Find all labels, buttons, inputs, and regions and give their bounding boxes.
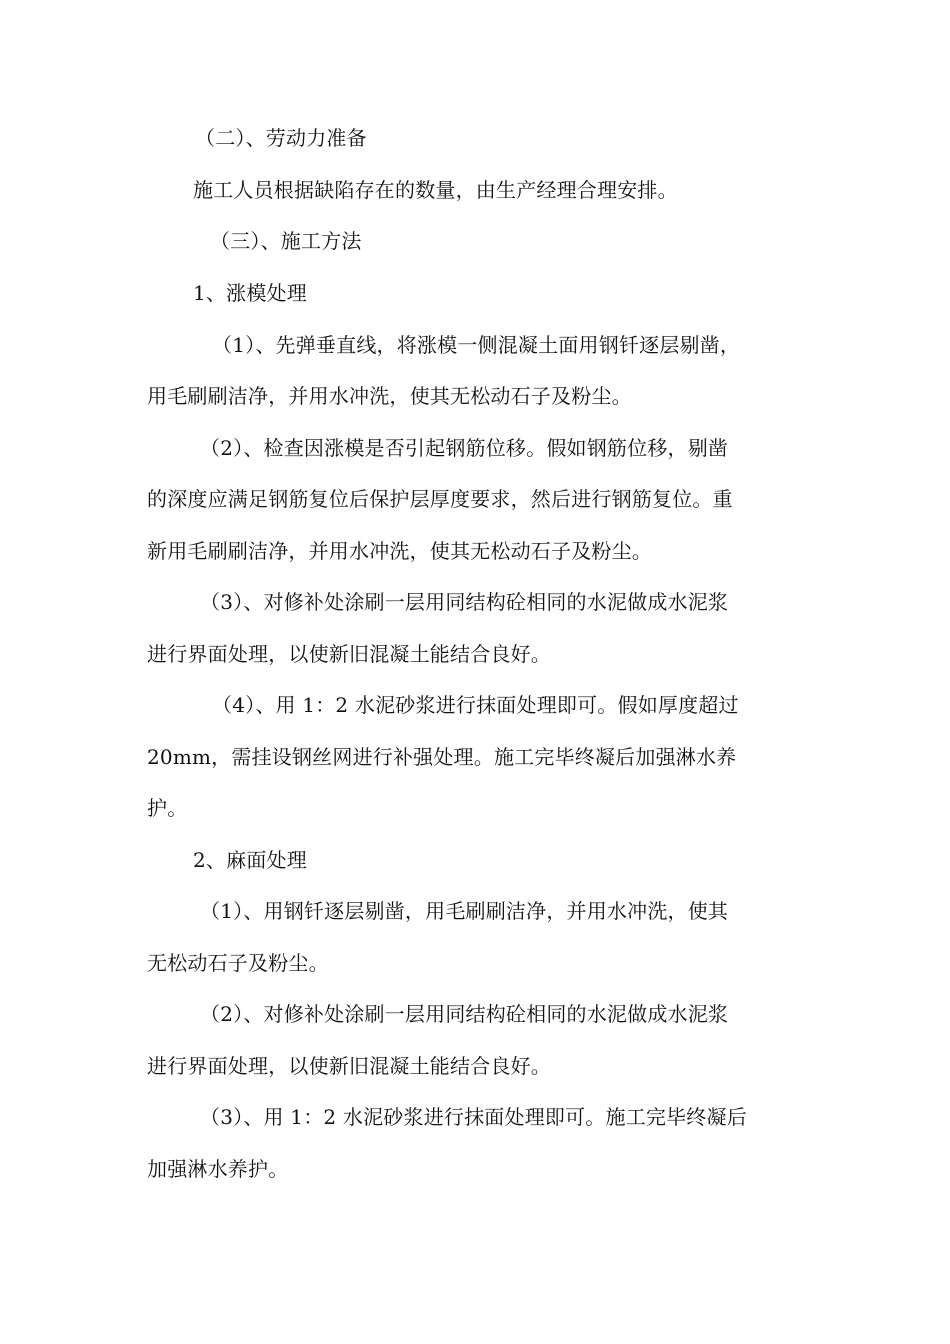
paragraph-line: 护。 bbox=[147, 796, 188, 820]
paragraph-line: 无松动石子及粉尘。 bbox=[147, 951, 329, 975]
paragraph-line: （1）、用钢钎逐层剔凿，用毛刷刷洁净，并用水冲洗，使其 bbox=[200, 899, 729, 923]
paragraph-line: 的深度应满足钢筋复位后保护层厚度要求，然后进行钢筋复位。重 bbox=[147, 487, 733, 511]
subsection-heading-expansion: 1、涨模处理 bbox=[193, 281, 307, 305]
section-heading-method: （三）、施工方法 bbox=[210, 229, 362, 253]
paragraph-line: 进行界面处理，以使新旧混凝土能结合良好。 bbox=[147, 642, 551, 666]
paragraph-line: （2）、检查因涨模是否引起钢筋位移。假如钢筋位移，剔凿 bbox=[200, 436, 729, 460]
paragraph-line: （4）、用 1：2 水泥砂浆进行抹面处理即可。假如厚度超过 bbox=[212, 693, 739, 717]
section-heading-labor: （二）、劳动力准备 bbox=[195, 126, 367, 150]
paragraph-line: （2）、对修补处涂刷一层用同结构砼相同的水泥做成水泥浆 bbox=[200, 1002, 729, 1026]
paragraph-line: 20mm，需挂设钢丝网进行补强处理。施工完毕终凝后加强淋水养 bbox=[147, 745, 737, 769]
paragraph-line: 施工人员根据缺陷存在的数量，由生产经理合理安排。 bbox=[193, 178, 678, 202]
paragraph-line: 加强淋水养护。 bbox=[147, 1157, 289, 1181]
subsection-heading-pitting: 2、麻面处理 bbox=[193, 848, 307, 872]
paragraph-line: 进行界面处理，以使新旧混凝土能结合良好。 bbox=[147, 1054, 551, 1078]
paragraph-line: （1）、先弹垂直线，将涨模一侧混凝土面用钢钎逐层剔凿， bbox=[212, 333, 741, 357]
paragraph-line: 用毛刷刷洁净，并用水冲洗，使其无松动石子及粉尘。 bbox=[147, 384, 632, 408]
paragraph-line: 新用毛刷刷洁净，并用水冲洗，使其无松动石子及粉尘。 bbox=[147, 539, 652, 563]
paragraph-line: （3）、对修补处涂刷一层用同结构砼相同的水泥做成水泥浆 bbox=[200, 590, 729, 614]
paragraph-line: （3）、用 1：2 水泥砂浆进行抹面处理即可。施工完毕终凝后 bbox=[200, 1105, 747, 1129]
